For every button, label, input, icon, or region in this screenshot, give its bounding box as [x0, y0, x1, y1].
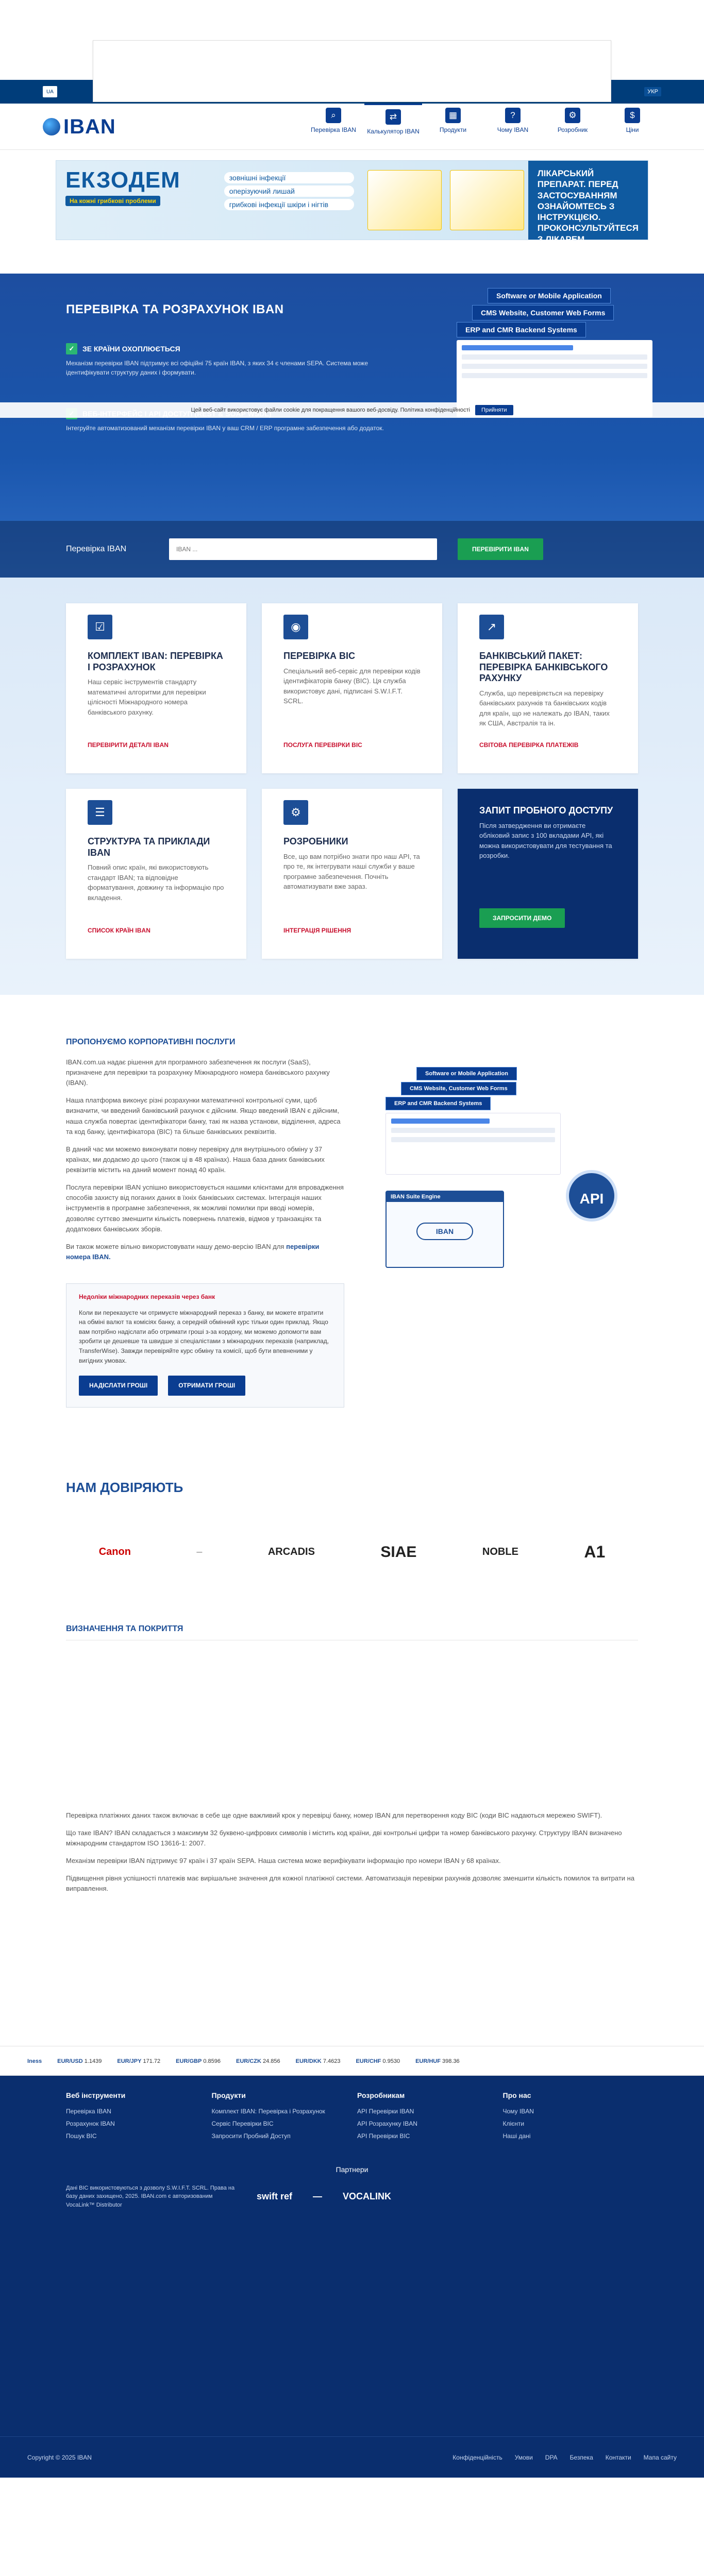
- product-card: ◉ ПЕРЕВІРКА BIC Спеціальний веб-сервіс для перевірки кодів ідентифікаторів банку (BIC). Ця служба використовує дані, підписані S.W.I.F.T. SCRL. ПОСЛУГА ПЕРЕВІРКИ BIC: [262, 603, 442, 773]
- rate-item: EUR/HUF 398.36: [415, 2058, 460, 2064]
- footer-column: Про нас Чому IBAN Клієнти Наші дані: [502, 2091, 534, 2140]
- footer-link[interactable]: Контакти: [605, 2453, 631, 2461]
- product-tube-image: [450, 170, 524, 230]
- card-link[interactable]: СВІТОВА ПЕРЕВІРКА ПЛАТЕЖІВ: [479, 741, 579, 749]
- product-card: ☰ СТРУКТУРА ТА ПРИКЛАДИ IBAN Повний опис країн, які використовують стандарт IBAN; та відповідне форматування, довжину та інформацію про вкладення. СПИСОК КРАЇН IBAN: [66, 789, 246, 959]
- banner-title: ЕКЗОДЕМ: [65, 167, 180, 193]
- ad-banner[interactable]: [0, 150, 704, 253]
- gear-icon: ⚙: [565, 108, 580, 123]
- rate-item: EUR/GBP 0.8596: [176, 2058, 221, 2064]
- footer-column: Розробникам API Перевірки IBAN API Розрахунку IBAN API Перевірки BIC: [357, 2091, 417, 2140]
- card-link[interactable]: ПОСЛУГА ПЕРЕВІРКИ BIC: [283, 741, 362, 749]
- card-link[interactable]: ПЕРЕВІРИТИ ДЕТАЛІ IBAN: [88, 741, 169, 749]
- list-icon: ☰: [88, 800, 112, 825]
- rate-item: EUR/CZK 24.856: [236, 2058, 280, 2064]
- hero-section: [0, 274, 704, 578]
- client-logo: —: [196, 1549, 203, 1555]
- gear-icon: ⚙: [283, 800, 308, 825]
- top-ad-zone: [0, 0, 704, 80]
- trust-title: НАМ ДОВІРЯЮТЬ: [66, 1479, 183, 1495]
- hero-feature: Інтегруйте автоматизований механізм перевірки IBAN у ваш CRM / ERP програмне забезпечення або додаток.: [66, 408, 396, 433]
- question-icon: ?: [505, 108, 521, 123]
- header: [0, 104, 704, 150]
- api-diagram: Software or Mobile Application CMS Website, Customer Web Forms ERP and CMR Backend Systems IBAN Suite Engine IBAN API: [365, 1036, 638, 1273]
- footer-column: Продукти Комплект IBAN: Перевірка і Розрахунок Сервіс Перевірки BIC Запросити Пробний Доступ: [211, 2091, 325, 2140]
- client-logo: Canon: [98, 1546, 131, 1558]
- bottom-bar: [0, 2436, 704, 2478]
- product-card: ⚙ РОЗРОБНИКИ Все, що вам потрібно знати про наш API, та про те, як інтегрувати наші служби у ваше програмне забезпечення. Почніть автоматизувати вже зараз. ІНТЕГРАЦІЯ РІШЕННЯ: [262, 789, 442, 959]
- product-box-image: [367, 170, 442, 230]
- product-card: ☑ КОМПЛЕКТ IBAN: ПЕРЕВІРКА І РОЗРАХУНОК Наш сервіс інструментів стандарту математичні алгоритми для перевірки цілісності Міжнародного номера банківського рахунку. ПЕРЕВІРИТИ ДЕТАЛІ IBAN: [66, 603, 246, 773]
- footer-column: Веб інструменти Перевірка IBAN Розрахунок IBAN Пошук BIC: [66, 2091, 126, 2140]
- rate-item: EUR/JPY 171.72: [117, 2058, 161, 2064]
- pricetag-icon: $: [625, 108, 640, 123]
- footer: [0, 2076, 704, 2436]
- hero-feature: ✓ ЗЕ КРАЇНИ ОХОПЛЮЄТЬСЯ Механізм перевірки IBAN підтримує всі офіційні 75 країн IBAN, з яких 34 є членами SEPA. Система може ідентифікувати структуру даних і формувати.: [66, 343, 396, 377]
- card-link[interactable]: ІНТЕГРАЦІЯ РІШЕННЯ: [283, 927, 351, 934]
- demo-link[interactable]: перевірки номера IBAN.: [66, 1242, 320, 1261]
- trial-card: ЗАПИТ ПРОБНОГО ДОСТУПУ Після затвердження ви отримаєте обліковий запис з 100 вкладами API, які можна використовувати для тестування та розробки. ЗАПРОСИТИ ДЕМО: [458, 789, 638, 959]
- partner-logo: swift ref: [257, 2191, 293, 2201]
- receive-money-button[interactable]: ОТРИМАТИ ГРОШІ: [168, 1376, 245, 1396]
- request-demo-button[interactable]: ЗАПРОСИТИ ДЕМО: [479, 908, 565, 928]
- iban-input[interactable]: [169, 538, 437, 560]
- corporate-section: ПРОПОНУЄМО КОРПОРАТИВНІ ПОСЛУГИ IBAN.com.ua надає рішення для програмного забезпечення як послуги (SaaS), призначене для перевірки та розрахунку Міжнародного номера банківського рахунку (IBAN). Наша платформа виконує різні розрахунки математичної контрольної суми, щоб визначити, чи введений банківський рахунок є дійсним. Якщо введений IBAN є дійсним, наша служба повертає ідентифікатори банку, такі як назва установи, відділення, адреса та код банку, ідентифікатора (BIC) та більше банківських реквізитів. В даний час ми можемо виконувати повну перевірку для внутрішнього обміну у 37 країнах, ми додаємо до цього (також ці в 48 країнах). Наша база даних банківських реквізитів містить на даний момент понад 40 країн. Послуга перевірки IBAN успішно використовується нашими клієнтами для впровадження способів захисту від поганих даних в їхніх банківських системах. Інтеграція наших інструментів в програмне забезпечення, як можливі помилки при вводі номерів, дозволяє суттєво зменшити кількість повернень платежів, відмов у транзакціях та додаткових банківських зборів. Ви також можете вільно використовувати нашу демо-версію IBAN для перевірки номера IBAN. Software or Mobile Application CMS Website, Customer Web Forms ERP and CMR Backend Systems IBAN Suite Engine IBAN API Недоліки міжнародних переказів через банк Коли ви переказуєте чи отримуєте міжнародний переказ з банку, ви можете втратити на обміні валют та комісіях банку, а середній обмінний курс тільки один приклад. Якщо вам потрібно надіслати або отримати гроші з-за кордону, ми можемо допомогти вам зробити це дешевше та швидше зі спеціалістами з міжнародних переказів (наприклад, TransferWise). Завжди перевіряйте курс обміну та комісії, щоб бути впевненими у вигідних умовах. НАДІСЛАТИ ГРОШІ ОТРИМАТИ ГРОШІ: [0, 995, 704, 1438]
- send-money-button[interactable]: НАДІСЛАТИ ГРОШІ: [79, 1376, 158, 1396]
- search-label: Перевірка IBAN: [66, 545, 127, 553]
- ad-frame[interactable]: [93, 40, 611, 102]
- flag-icon[interactable]: UA: [43, 86, 57, 97]
- definitions-section: [0, 1594, 704, 1810]
- client-logo: ARCADIS: [267, 1546, 315, 1558]
- transfer-tip-box: Недоліки міжнародних переказів через банк Коли ви переказуєте чи отримуєте міжнародний переказ з банку, ви можете втратити на обміні валют та комісіях банку, а середній обмінний курс тільки один приклад. Якщо вам потрібно надіслати або отримати гроші з-за кордону, ми можемо допомогти вам зробити це дешевше та швидше зі спеціалістами з міжнародних переказів (наприклад, TransferWise). Завжди перевіряйте курс обміну та комісії, щоб бути впевненими у вигідних умовах. НАДІСЛАТИ ГРОШІ ОТРИМАТИ ГРОШІ: [66, 1283, 344, 1408]
- definitions-title: ВИЗНАЧЕННЯ ТА ПОКРИТТЯ: [66, 1624, 638, 1640]
- partners-title: Партнери: [336, 2165, 368, 2174]
- hero-title: ПЕРЕВІРКА ТА РОЗРАХУНОК IBAN: [66, 302, 284, 316]
- cookie-bar: [0, 402, 704, 418]
- footer-link[interactable]: Безпека: [569, 2453, 593, 2461]
- footer-link[interactable]: Мапа сайту: [643, 2453, 677, 2461]
- partners-text: Дані BIC використовуються з дозволу S.W.I.F.T. SCRL. Права на базу даних захищено, 2025. IBAN.com є авторизованим VocaLink™ Distributor: [66, 2184, 235, 2208]
- client-logo: A1: [584, 1543, 606, 1562]
- nav-iban-calculator[interactable]: ⇄ Калькулятор IBAN: [364, 104, 422, 150]
- cookie-accept-button[interactable]: Прийняти: [475, 405, 513, 415]
- corp-title: ПРОПОНУЄМО КОРПОРАТИВНІ ПОСЛУГИ: [66, 1038, 236, 1046]
- chart-icon: ↗: [479, 615, 504, 639]
- trust-section: [0, 1438, 704, 1594]
- client-logo: NOBLE: [482, 1546, 518, 1558]
- nav-pricing[interactable]: $ Ціни: [604, 104, 661, 150]
- footer-link[interactable]: DPA: [545, 2453, 558, 2461]
- rate-item: EUR/CHF 0.9530: [356, 2058, 400, 2064]
- products-section: [0, 578, 704, 995]
- partner-logo: —: [313, 2191, 323, 2201]
- banner-badge: На кожні грибкові проблеми: [65, 196, 160, 206]
- magnifier-icon: ⌕: [326, 108, 341, 123]
- check-icon: ✓: [66, 343, 77, 354]
- suite-engine-box: IBAN Suite Engine IBAN: [385, 1191, 504, 1268]
- partner-logo: VOCALINK: [343, 2191, 392, 2201]
- copyright: Copyright © 2025 IBAN: [27, 2453, 92, 2461]
- globe-icon: ◉: [283, 615, 308, 639]
- calculator-icon: ⇄: [385, 109, 401, 125]
- rate-item: EUR/USD 1.1439: [57, 2058, 102, 2064]
- logo-text: IBAN: [63, 115, 116, 138]
- globe-icon: [43, 118, 60, 135]
- product-card: ↗ БАНКІВСЬКИЙ ПАКЕТ: ПЕРЕВІРКА БАНКІВСЬКОГО РАХУНКУ Служба, що перевіряється на перевірку банківських рахунків та банківських кодів для країн, що не належать до IBAN, таких як США, Австралія та ін. СВІТОВА ПЕРЕВІРКА ПЛАТЕЖІВ: [458, 603, 638, 773]
- checkbox-icon: ☑: [88, 615, 112, 639]
- language-selector[interactable]: УКР: [644, 87, 661, 96]
- nav-products[interactable]: ▦ Продукти: [424, 104, 482, 150]
- banner-points: зовнішні інфекції оперізуючий лишай грибкові інфекції шкіри і нігтів: [215, 161, 364, 240]
- hero-illustration: Software or Mobile Application CMS Website, Customer Web Forms ERP and CMR Backend Systems: [457, 288, 673, 417]
- nav-developer[interactable]: ⚙ Розробник: [544, 104, 601, 150]
- nav-iban-check[interactable]: ⌕ Перевірка IBAN: [305, 104, 362, 150]
- iban-search-strip: [0, 521, 704, 578]
- footer-link[interactable]: Конфіденційність: [452, 2453, 502, 2461]
- cookie-text[interactable]: Цей веб-сайт використовує файли cookie для покращення вашого веб-досвіду. Політика конфіденційності: [191, 407, 471, 413]
- logo[interactable]: [43, 115, 116, 139]
- rate-item: EUR/DKK 7.4623: [295, 2058, 341, 2064]
- main-nav: [305, 104, 661, 150]
- nav-why-iban[interactable]: ? Чому IBAN: [484, 104, 542, 150]
- grid-icon: ▦: [445, 108, 461, 123]
- card-link[interactable]: СПИСОК КРАЇН IBAN: [88, 927, 150, 934]
- check-iban-button[interactable]: ПЕРЕВІРИТИ IBAN: [458, 538, 543, 560]
- footer-link[interactable]: Умови: [514, 2453, 533, 2461]
- currency-ticker: Iness EUR/USD 1.1439 EUR/JPY 171.72 EUR/GBP 0.8596 EUR/CZK 24.856 EUR/DKK 7.4623 EUR/CHF 0.9530 EUR/HUF 398.36: [0, 2046, 704, 2076]
- api-badge: API: [566, 1170, 617, 1222]
- client-logo: SIAE: [380, 1543, 417, 1561]
- banner-warning: ЛІКАРСЬКИЙ ПРЕПАРАТ. ПЕРЕД ЗАСТОСУВАННЯМ ОЗНАЙОМТЕСЬ З ІНСТРУКЦІЄЮ. ПРОКОНСУЛЬТУЙТЕСЯ З ЛІКАРЕМ. Sandoz. Тільки для зовнішнього застосування.: [528, 161, 648, 240]
- about-text: Перевірка платіжних даних також включає в себе ще одне важливий крок у перевірці банку, номер IBAN для перетворення коду BIC (коди BIC надаються мережею SWIFT). Що таке IBAN? IBAN складається з максимум 32 буквено-цифрових символів і містить код країни, дві контрольні цифри та номер банківського рахунку. Структуру IBAN визначено міжнародним стандартом ISO 13616-1: 2007. Механізм перевірки IBAN підтримує 97 країн і 37 країн SEPA. Наша система може верифікувати інформацію про номери IBAN у 68 країнах. Підвищення рівня успішності платежів має вирішальне значення для кожної платіжної системи. Автоматизація перевірки рахунків дозволяє зменшити кількість помилок та витрати на виправлення.: [66, 1811, 635, 1893]
